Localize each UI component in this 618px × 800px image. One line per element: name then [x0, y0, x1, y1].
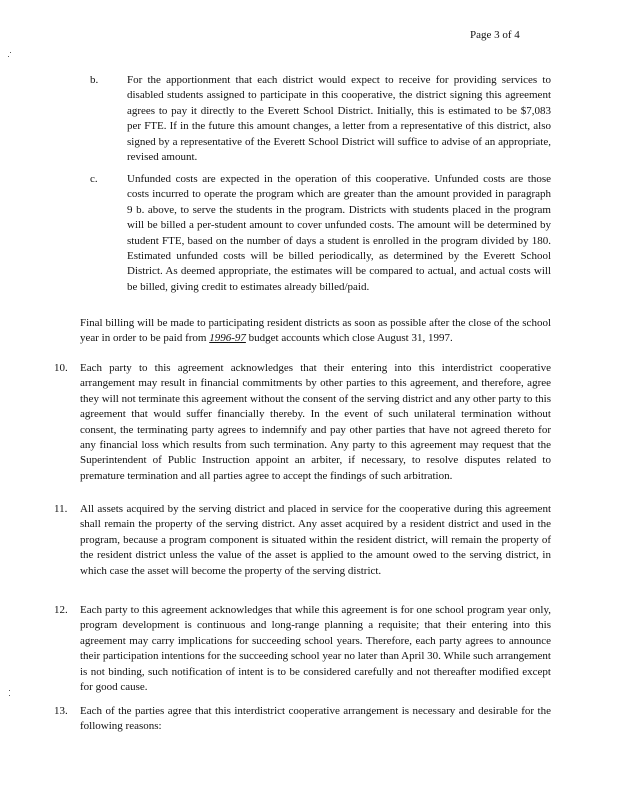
item-label: 12. — [54, 604, 68, 616]
item-label: 13. — [54, 705, 68, 717]
item-text: Each party to this agreement acknowledges that while this agreement is for one school program year only, program development is continuous and long-range planning a requisite; that their entering into this agreement may carry implications for succeeding school years. Therefore, each party agrees to announce their participation intentions for the succeeding school year no later than April 30. While such arrangement is not binding, such notification of intent is to be considered carefully and not thereafter modified except for good cause. — [80, 604, 551, 694]
item-text: For the apportionment that each district would expect to receive for providing services to disabled students assigned to participate in this cooperative, the district signing this agreement agrees to pay it directly to the Everett School District. Initially, this is estimated to be $7,083 per FTE. If in the future this amount changes, a letter from a representative of this district, also signed by a representative of the Everett School District will suffice to advise of an appropriate, revised amount. — [127, 74, 551, 164]
item-text: All assets acquired by the serving district and placed in service for the cooperative during this agreement shall remain the property of the serving district. Any asset acquired by a resident district and used in the program, because a program component is situated within the resident district, will remain the property of the resident district unless the value of the asset is applied to the amount owed to the serving district, in which case the asset will become the property of the serving district. — [80, 503, 551, 577]
item-text: Unfunded costs are expected in the operation of this cooperative. Unfunded costs are those costs incurred to operate the program which are greater than the amount provided in paragraph 9 b. above, to serve the students in the program. Districts with students placed in the program will be billed a per-student amount to cover unfunded costs. The amount will be determined by student FTE, based on the number of days a student is enrolled in the program divided by 180. Estimated unfunded costs will be billed periodically, as determined by the Everett School District. As deemed appropriate, the estimates will be compared to actual, and actual costs will be billed, giving credit to estimates already billed/paid. — [127, 173, 551, 293]
scan-speck — [8, 52, 14, 58]
item-label: 10. — [54, 362, 68, 374]
budget-year: 1996-97 — [209, 332, 246, 345]
item-text: Each of the parties agree that this interdistrict cooperative arrangement is necessary and desirable for the following reasons: — [80, 705, 551, 733]
item-label: 11. — [54, 503, 68, 515]
item-label: c. — [90, 173, 98, 185]
final-billing-text: Final billing will be made to participating resident districts as soon as possible after the close of the school year in order to be paid from — [80, 317, 551, 345]
item-text: Each party to this agreement acknowledges that their entering into this interdistrict cooperative arrangement may result in financial commitments by other parties to this agreement, and therefore, agree they will not terminate this agreement without the consent of the serving district and any other party to this agreement that would suffer financially thereby. In the event of such unilateral termination without consent, the terminating party agrees to indemnify and pay other parties that have not agreed thereto for any financial loss which results from such termination. Any party to this agreement may request that the Superintendent of Public Instruction appoint an arbiter, if necessary, to resolve disputes related to premature termination and all parties agree to accept the findings of such arbitration. — [80, 362, 551, 482]
scan-speck — [8, 690, 14, 696]
final-billing-paragraph — [80, 316, 551, 347]
item-label: b. — [90, 74, 99, 86]
final-billing-text-end: budget accounts which close August 31, 1997. — [245, 332, 453, 345]
page-number: Page 3 of 4 — [470, 29, 520, 41]
